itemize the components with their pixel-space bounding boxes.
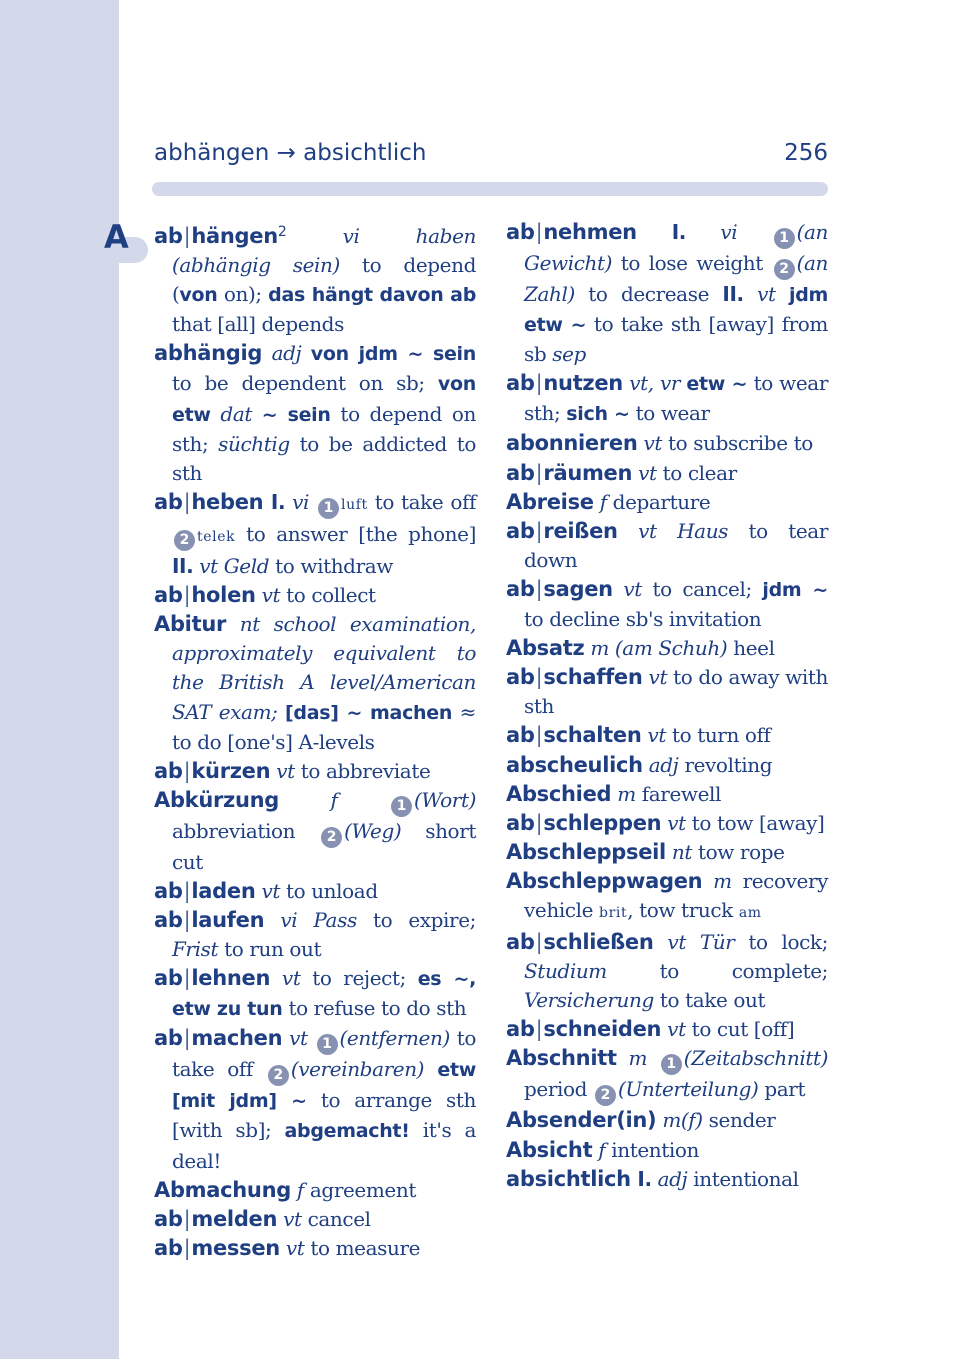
entry-abreise: Abreise f departure bbox=[506, 489, 711, 514]
label-abbreviation: luft bbox=[341, 496, 368, 513]
headword: ab|nutzen bbox=[506, 371, 623, 396]
dictionary-column-left bbox=[154, 218, 476, 1263]
entry-abkuerzung: Abkürzung f 1 (Wort) abbreviation 2 (Weg) short cut bbox=[154, 787, 476, 874]
dictionary-column-right bbox=[506, 218, 828, 1194]
entry-abschnitt: Abschnitt m 1 (Zeitabschnitt) period 2 (Unterteilung) part bbox=[506, 1044, 828, 1106]
headword: ab|lehnen bbox=[154, 966, 271, 991]
headword: abonnieren bbox=[506, 431, 638, 456]
entry-abholen: ab|holen vt to collect bbox=[154, 583, 376, 608]
entry-abschleppen: ab|schleppen vt to tow [away] bbox=[506, 810, 825, 835]
sense-number-badge: 1 bbox=[391, 796, 412, 817]
entry-abschleppwagen: Abschleppwagen m recovery vehicle brit, tow truck am bbox=[506, 868, 828, 922]
entry-abschaffen: ab|schaffen vt to do away with sth bbox=[506, 665, 828, 719]
entry-abmelden: ab|melden vt cancel bbox=[154, 1206, 371, 1231]
sense-number-badge: 1 bbox=[661, 1054, 682, 1075]
entry-abnutzen: ab|nutzen vt, vr etw ~ to wear sth; sich ~ to wear bbox=[506, 371, 828, 426]
headword: Abschleppwagen bbox=[506, 868, 703, 893]
running-head: abhängen → absichtlich bbox=[154, 140, 427, 166]
headword: Abitur bbox=[154, 612, 227, 637]
headword: ab|hängen$^2$ bbox=[154, 224, 287, 248]
entry-abladen: ab|laden vt to unload bbox=[154, 878, 378, 903]
headword: ab|schalten bbox=[506, 723, 642, 748]
homograph-number: 2 bbox=[277, 224, 287, 240]
headword: Abkürzung bbox=[154, 787, 280, 812]
headword: ab|kürzen bbox=[154, 758, 271, 783]
sense-number-badge: 2 bbox=[174, 530, 195, 551]
headword: Absender(in) bbox=[506, 1108, 657, 1133]
headword: Abreise bbox=[506, 489, 594, 514]
entry-abkuerzen: ab|kürzen vt to abbreviate bbox=[154, 758, 431, 783]
entry-absender: Absender(in) m(f) sender bbox=[506, 1108, 776, 1133]
entry-abraeumen: ab|räumen vt to clear bbox=[506, 460, 737, 485]
sense-number-badge: 1 bbox=[774, 228, 795, 249]
headword: ab|laden bbox=[154, 878, 256, 903]
entry-abhaengen: ab|hängen$^2$ vi haben (abhängig sein) to depend (von on); das hängt davon ab that [all] depends bbox=[154, 224, 476, 337]
label-abbreviation: brit bbox=[599, 904, 628, 921]
sense-number-badge: 2 bbox=[321, 827, 342, 848]
headword: Absatz bbox=[506, 636, 585, 661]
entry-abmachen: ab|machen vt 1 (entfernen) to take off 2 (vereinbaren) etw [mit jdm] ~ to arrange sth [with sb]; abgemacht! it's a deal! bbox=[154, 1026, 476, 1173]
entry-ablehnen: ab|lehnen vt to reject; es ~, etw zu tun to refuse to do sth bbox=[154, 966, 476, 1021]
headword: Abschleppseil bbox=[506, 839, 666, 864]
headword: ab|schließen bbox=[506, 930, 654, 955]
label-abbreviation: am bbox=[738, 904, 762, 921]
headword: abhängig bbox=[154, 341, 263, 366]
entry-ablaufen: ab|laufen vi Pass to expire; Frist to run out bbox=[154, 907, 476, 962]
headword: absichtlich bbox=[506, 1166, 631, 1191]
headword: ab|nehmen bbox=[506, 220, 637, 244]
headword: Abschnitt bbox=[506, 1046, 617, 1071]
page-margin-strip bbox=[0, 0, 119, 1359]
headword: ab|messen bbox=[154, 1235, 280, 1260]
headword: Abschied bbox=[506, 781, 612, 806]
sense-number-badge: 2 bbox=[268, 1065, 289, 1086]
sense-number-badge: 2 bbox=[595, 1085, 616, 1106]
headword: ab|sagen bbox=[506, 576, 613, 601]
page-number: 256 bbox=[784, 140, 828, 166]
entry-absagen: ab|sagen vt to cancel; jdm ~ to decline sb's invitation bbox=[506, 576, 828, 632]
entry-abonnieren: abonnieren vt to subscribe to bbox=[506, 431, 813, 456]
headword: ab|heben bbox=[154, 489, 264, 514]
headword: ab|reißen bbox=[506, 518, 618, 543]
entry-abreissen: ab|reißen vt Haus to tear down bbox=[506, 518, 828, 572]
headword: ab|schleppen bbox=[506, 810, 662, 835]
headword: ab|melden bbox=[154, 1206, 278, 1231]
sense-number-badge: 2 bbox=[774, 259, 795, 280]
entry-absichtlich: absichtlich I. adj intentional bbox=[506, 1166, 799, 1191]
entry-abschalten: ab|schalten vt to turn off bbox=[506, 723, 771, 748]
headword: ab|schaffen bbox=[506, 665, 643, 690]
label-abbreviation: telek bbox=[197, 528, 236, 545]
headword: ab|schneiden bbox=[506, 1017, 662, 1042]
headword: ab|räumen bbox=[506, 460, 633, 485]
entry-abschleppseil: Abschleppseil nt tow rope bbox=[506, 839, 785, 864]
entry-abschied: Abschied m farewell bbox=[506, 781, 722, 806]
entry-abscheulich: abscheulich adj revolting bbox=[506, 752, 773, 777]
header-rule bbox=[152, 182, 828, 196]
entry-abitur: Abitur nt school examination, approximately equivalent to the British A level/American SAT exam; [das] ~ machen ≈ to do [one's] A-levels bbox=[154, 612, 476, 754]
entry-absatz: Absatz m (am Schuh) heel bbox=[506, 636, 775, 661]
headword: Abmachung bbox=[154, 1177, 291, 1202]
headword: ab|laufen bbox=[154, 907, 265, 932]
entry-abnehmen: ab|nehmen I. vi 1 (an Gewicht) to lose weight 2 (an Zahl) to decrease II. vt jdm etw ~ to take sth [away] from sb sep bbox=[506, 220, 829, 367]
entry-abschneiden: ab|schneiden vt to cut [off] bbox=[506, 1017, 795, 1042]
entry-absicht: Absicht f intention bbox=[506, 1137, 700, 1162]
sense-number-badge: 1 bbox=[318, 498, 339, 519]
thumb-index-letter: A bbox=[104, 218, 129, 256]
sense-number-badge: 1 bbox=[317, 1034, 338, 1055]
entry-abschliessen: ab|schließen vt Tür to lock; Studium to complete; Versicherung to take out bbox=[506, 930, 828, 1013]
headword: ab|machen bbox=[154, 1026, 283, 1051]
entry-abhaengig: abhängig adj von jdm ~ sein to be dependent on sb; von etw dat ~ sein to depend on sth; süchtig to be addicted to sth bbox=[154, 341, 476, 485]
headword: Absicht bbox=[506, 1137, 593, 1162]
entry-abmessen: ab|messen vt to measure bbox=[154, 1235, 421, 1260]
entry-abmachung: Abmachung f agreement bbox=[154, 1177, 416, 1202]
headword: abscheulich bbox=[506, 752, 643, 777]
entry-abheben: ab|heben I. vi 1 luft to take off 2 telek to answer [the phone] II. vt Geld to withdraw bbox=[154, 489, 476, 579]
headword: ab|holen bbox=[154, 583, 256, 608]
